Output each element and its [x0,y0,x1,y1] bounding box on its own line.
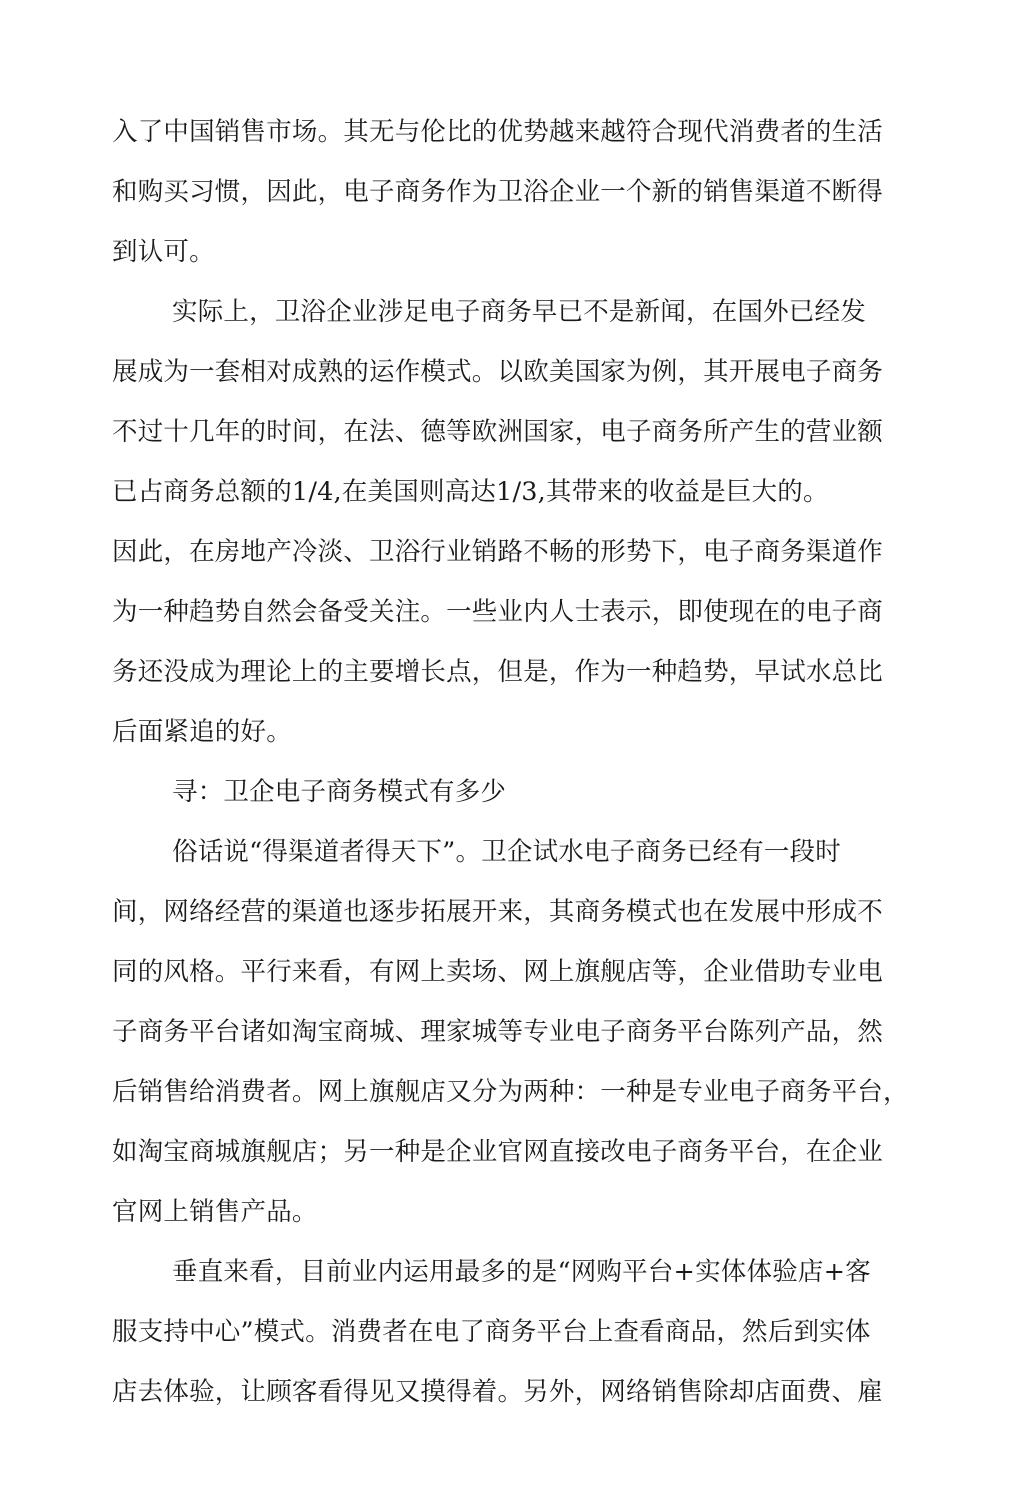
text-line: 到认可。 [112,237,215,267]
text-line: 实际上，卫浴企业涉足电子商务早已不是新闻，在国外已经发 [172,297,866,327]
text-line: 同的风格。平行来看，有网上卖场、网上旗舰店等，企业借助专业电 [112,957,884,987]
text-line: 已占商务总额的1/4,在美国则高达1/3,其带来的收益是巨大的。 [112,477,829,507]
text-line: 店去体验，让顾客看得见又摸得着。另外，网络销售除却店面费、雇 [112,1377,884,1407]
text-line: 入了中国销售市场。其无与伦比的优势越来越符合现代消费者的生活 [112,117,884,147]
section-heading: 寻：卫企电子商务模式有多少 [172,777,507,807]
text-line: 和购买习惯，因此，电子商务作为卫浴企业一个新的销售渠道不断得 [112,177,884,207]
text-line: 务还没成为理论上的主要增长点，但是，作为一种趋势，早试水总比 [112,657,884,687]
text-line: 间，网络经营的渠道也逐步拓展开来，其商务模式也在发展中形成不 [112,897,884,927]
text-line: 垂直来看，目前业内运用最多的是“网购平台+实体体验店+客 [172,1257,871,1287]
text-line: 后销售给消费者。网上旗舰店又分为两种：一种是专业电子商务平台， [112,1077,909,1107]
text-line: 俗话说“得渠道者得天下”。卫企试水电子商务已经有一段时 [172,837,841,867]
text-line: 服支持中心”模式。消费者在电了商务平台上查看商品，然后到实体 [112,1317,871,1347]
text-line: 不过十几年的时间，在法、德等欧洲国家，电子商务所产生的营业额 [112,417,884,447]
text-line: 为一种趋势自然会备受关注。一些业内人士表示，即使现在的电子商 [112,597,884,627]
text-line: 子商务平台诸如淘宝商城、理家城等专业电子商务平台陈列产品，然 [112,1017,884,1047]
text-line: 如淘宝商城旗舰店；另一种是企业官网直接改电子商务平台，在企业 [112,1137,884,1167]
text-line: 官网上销售产品。 [112,1197,318,1227]
text-line: 后面紧追的好。 [112,717,292,747]
text-line: 展成为一套相对成熟的运作模式。以欧美国家为例，其开展电子商务 [112,357,884,387]
text-line: 因此，在房地产冷淡、卫浴行业销路不畅的形势下，电子商务渠道作 [112,537,884,567]
